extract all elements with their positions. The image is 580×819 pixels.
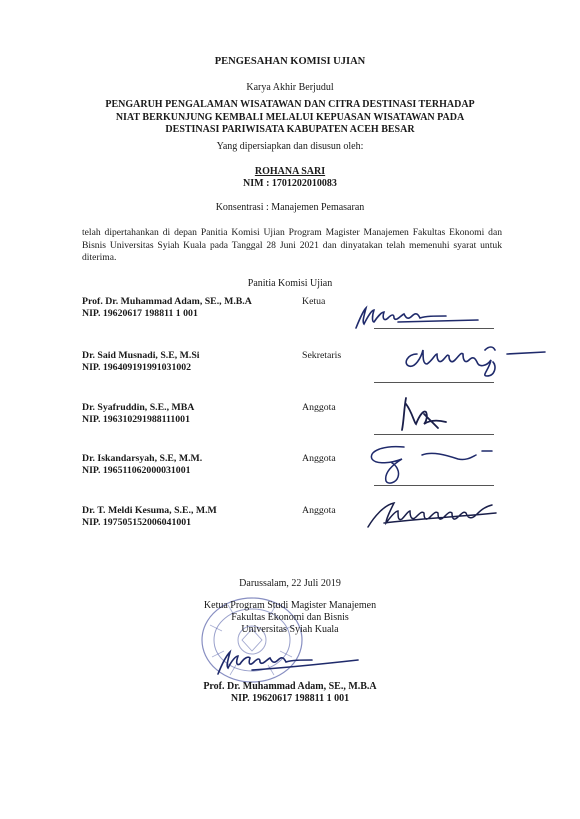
position-line-3: Universitas Syiah Kuala <box>241 624 339 635</box>
statement-paragraph: telah dipertahankan di depan Panitia Komisi Ujian Program Magister Manajemen Fakultas Ekonomi dan Bisnis Universitas Syiah Kuala pada Tanggal 28 Juni 2021 dan dinyatakan telah memenuhi syarat untuk diterima. <box>82 227 502 263</box>
signature-image <box>364 497 504 533</box>
committee-member <box>82 296 502 336</box>
signature-image <box>394 394 464 434</box>
approver-nip: NIP. 19620617 198811 1 001 <box>230 693 350 704</box>
place-date: Darussalam, 22 Juli 2019 <box>239 578 341 589</box>
member-nip: NIP. 196310291988111001 <box>82 414 190 425</box>
position-line-2: Fakultas Ekonomi dan Bisnis <box>231 612 349 623</box>
committee-member <box>82 350 502 390</box>
author-name: ROHANA SARI <box>254 166 326 177</box>
signature-image <box>212 638 362 682</box>
member-role: Ketua <box>302 296 326 307</box>
position-line-1: Ketua Program Studi Magister Manajemen <box>203 600 377 611</box>
approver-name: Prof. Dr. Muhammad Adam, SE., M.B.A <box>203 681 377 692</box>
member-name: Prof. Dr. Muhammad Adam, SE., M.B.A <box>82 296 252 307</box>
thesis-title <box>0 99 580 137</box>
committee-member <box>82 453 502 493</box>
signature-image <box>397 340 547 384</box>
subtitle: Karya Akhir Berjudul <box>246 82 334 93</box>
thesis-title-line-3: DESTINASI PARIWISATA KABUPATEN ACEH BESAR <box>165 124 415 135</box>
thesis-title-line-1: PENGARUH PENGALAMAN WISATAWAN DAN CITRA DESTINASI TERHADAP <box>105 99 475 110</box>
signature-image <box>362 441 502 487</box>
member-name: Dr. Iskandarsyah, S.E, M.M. <box>82 453 203 464</box>
committee-member <box>82 505 502 545</box>
signature-line <box>374 485 494 486</box>
signature-line <box>374 434 494 435</box>
committee-heading: Panitia Komisi Ujian <box>247 278 333 289</box>
member-role: Anggota <box>302 453 336 464</box>
member-role: Anggota <box>302 505 336 516</box>
author-nim: NIM : 1701202010083 <box>243 178 337 189</box>
member-name: Dr. Said Musnadi, S.E, M.Si <box>82 350 200 361</box>
member-nip: NIP. 197505152006041001 <box>82 517 192 528</box>
member-name: Dr. Syafruddin, S.E., MBA <box>82 402 195 413</box>
page-title: PENGESAHAN KOMISI UJIAN <box>214 56 366 67</box>
konsentrasi: Konsentrasi : Manajemen Pemasaran <box>215 202 365 213</box>
member-nip: NIP. 196409191991031002 <box>82 362 192 373</box>
thesis-title-line-2: NIAT BERKUNJUNG KEMBALI MELALUI KEPUASAN WISATAWAN PADA <box>115 111 465 123</box>
member-nip: NIP. 19620617 198811 1 001 <box>82 308 198 319</box>
committee-member <box>82 402 502 442</box>
prepared-by: Yang dipersiapkan dan disusun oleh: <box>216 141 364 152</box>
author-block <box>0 166 580 190</box>
signature-line <box>374 382 494 383</box>
member-nip: NIP. 196511062000031001 <box>82 465 191 476</box>
member-role: Anggota <box>302 402 336 413</box>
member-name: Dr. T. Meldi Kesuma, S.E., M.M <box>82 505 217 516</box>
signature-line <box>374 328 494 329</box>
member-role: Sekretaris <box>302 350 342 361</box>
